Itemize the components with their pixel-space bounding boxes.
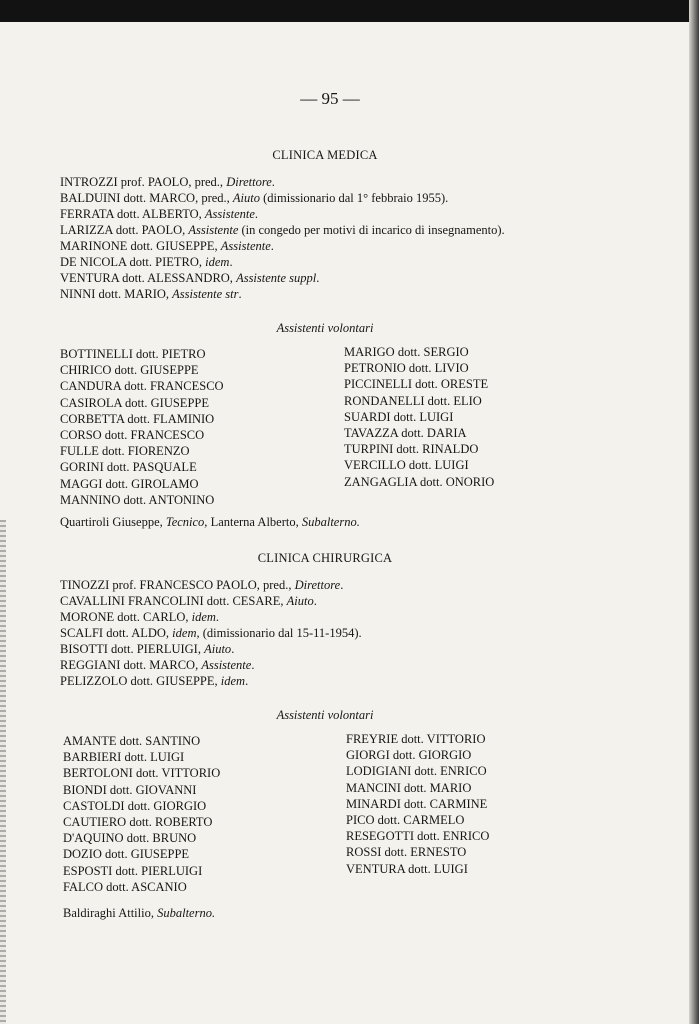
list-item: BERTOLONI dott. VITTORIO (63, 766, 221, 781)
volunteers-left-medica (60, 346, 224, 508)
staff-line: SCALFI dott. ALDO, idem, (dimissionario dal 15-11-1954). (60, 626, 362, 640)
staff-line: DE NICOLA dott. PIETRO, idem. (60, 255, 233, 269)
list-item: SUARDI dott. LUIGI (344, 409, 454, 424)
volunteers-title-chirurgica: Assistenti volontari (276, 708, 374, 722)
scan-left-edge (0, 520, 6, 1024)
scan-right-edge (689, 0, 699, 1024)
list-item: LODIGIANI dott. ENRICO (346, 764, 487, 779)
list-item: FALCO dott. ASCANIO (63, 879, 187, 894)
list-item: VENTURA dott. LUIGI (346, 861, 468, 876)
list-item: CASIROLA dott. GIUSEPPE (60, 395, 209, 410)
staff-line: TINOZZI prof. FRANCESCO PAOLO, pred., Direttore. (60, 578, 344, 592)
list-item: VERCILLO dott. LUIGI (344, 458, 469, 473)
list-item: BARBIERI dott. LUIGI (63, 750, 185, 765)
staff-line: BALDUINI dott. MARCO, pred., Aiuto (dimissionario dal 1° febbraio 1955). (60, 191, 449, 205)
list-item: MAGGI dott. GIROLAMO (60, 476, 199, 491)
footer-medica: Quartiroli Giuseppe, Tecnico, Lanterna Alberto, Subalterno. (60, 515, 360, 529)
list-item: TURPINI dott. RINALDO (344, 442, 479, 457)
list-item: RONDANELLI dott. ELIO (344, 393, 482, 408)
list-item: PICCINELLI dott. ORESTE (344, 377, 489, 392)
staff-line: MARINONE dott. GIUSEPPE, Assistente. (60, 239, 274, 253)
list-item: ROSSI dott. ERNESTO (346, 845, 467, 860)
list-item: MARIGO dott. SERGIO (344, 345, 469, 359)
list-item: DOZIO dott. GIUSEPPE (63, 847, 190, 862)
section-title-clinica-medica: CLINICA MEDICA (272, 148, 378, 162)
staff-line: LARIZZA dott. PAOLO, Assistente (in congedo per motivi di incarico di insegnamento). (60, 223, 505, 237)
list-item: BOTTINELLI dott. PIETRO (60, 347, 206, 361)
list-item: CASTOLDI dott. GIORGIO (63, 798, 207, 813)
footer-chirurgica: Baldiraghi Attilio, Subalterno. (63, 906, 216, 920)
volunteers-right-medica (344, 344, 494, 490)
list-item: FREYRIE dott. VITTORIO (346, 732, 486, 746)
list-item: PICO dott. CARMELO (346, 813, 465, 828)
list-item: CANDURA dott. FRANCESCO (60, 379, 224, 394)
list-item: MANNINO dott. ANTONINO (60, 492, 215, 507)
staff-line: INTROZZI prof. PAOLO, pred., Direttore. (60, 175, 275, 189)
list-item: BIONDI dott. GIOVANNI (63, 782, 197, 797)
list-item: GORINI dott. PASQUALE (60, 460, 197, 475)
volunteers-left-chirurgica (63, 733, 220, 895)
staff-line: MORONE dott. CARLO, idem. (60, 610, 220, 624)
page-number: — 95 — (300, 89, 360, 108)
staff-line: BISOTTI dott. PIERLUIGI, Aiuto. (60, 642, 235, 656)
list-item: CORBETTA dott. FLAMINIO (60, 411, 215, 426)
list-item: MINARDI dott. CARMINE (346, 796, 488, 811)
list-item: CAUTIERO dott. ROBERTO (63, 815, 213, 830)
list-item: ESPOSTI dott. PIERLUIGI (63, 863, 203, 878)
list-item: CHIRICO dott. GIUSEPPE (60, 363, 199, 378)
scan-top-border (0, 0, 699, 22)
volunteers-title-medica: Assistenti volontari (276, 321, 374, 335)
list-item: ZANGAGLIA dott. ONORIO (344, 474, 495, 489)
volunteers-right-chirurgica (346, 731, 489, 877)
list-item: AMANTE dott. SANTINO (63, 734, 201, 748)
list-item: D'AQUINO dott. BRUNO (63, 831, 197, 846)
section-title-clinica-chirurgica: CLINICA CHIRURGICA (257, 551, 393, 565)
list-item: RESEGOTTI dott. ENRICO (346, 829, 490, 844)
list-item: CORSO dott. FRANCESCO (60, 428, 205, 443)
list-item: FULLE dott. FIORENZO (60, 444, 190, 459)
staff-line: VENTURA dott. ALESSANDRO, Assistente suppl. (60, 271, 320, 285)
staff-line: REGGIANI dott. MARCO, Assistente. (60, 658, 255, 672)
list-item: MANCINI dott. MARIO (346, 780, 472, 795)
staff-line: CAVALLINI FRANCOLINI dott. CESARE, Aiuto. (60, 594, 317, 608)
list-item: TAVAZZA dott. DARIA (344, 426, 467, 441)
staff-line: NINNI dott. MARIO, Assistente str. (60, 287, 242, 301)
staff-line: PELIZZOLO dott. GIUSEPPE, idem. (60, 674, 249, 688)
list-item: GIORGI dott. GIORGIO (346, 748, 472, 763)
list-item: PETRONIO dott. LIVIO (344, 361, 469, 376)
staff-line: FERRATA dott. ALBERTO, Assistente. (60, 207, 259, 221)
